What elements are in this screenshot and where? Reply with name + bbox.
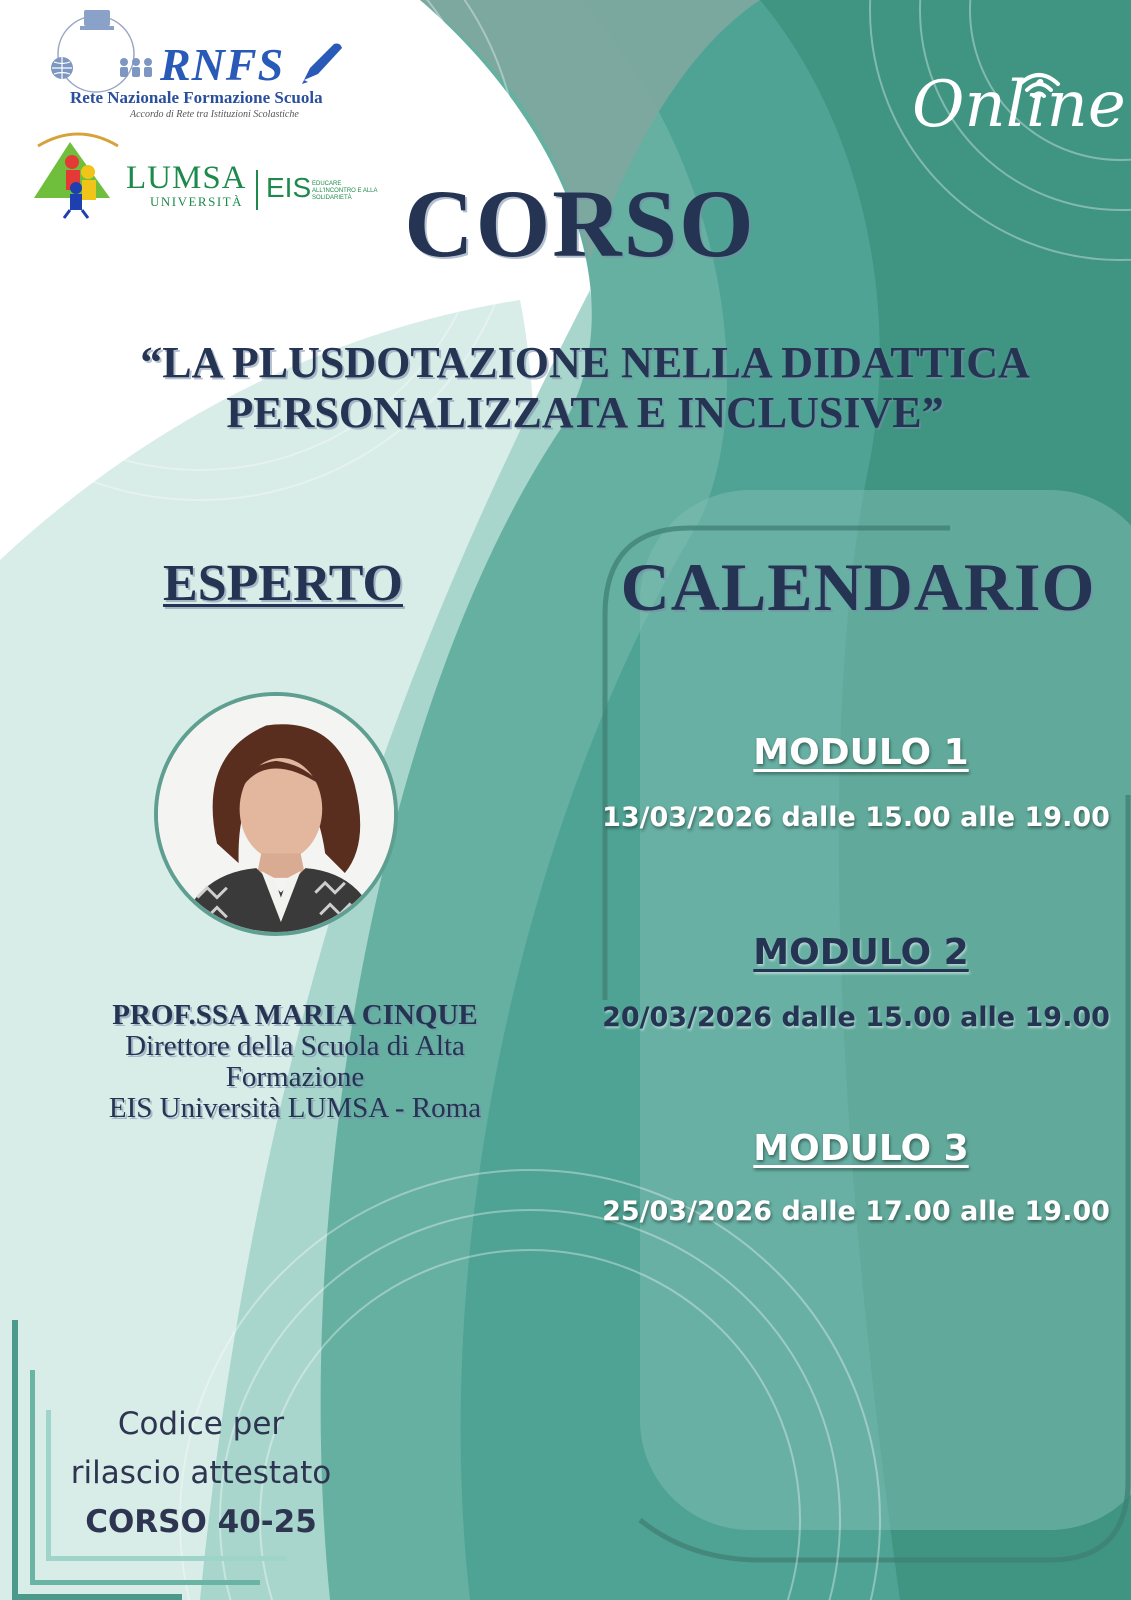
course-title: CORSO (404, 170, 756, 277)
lumsa-logo-university: UNIVERSITÀ (150, 194, 243, 209)
course-subtitle-line: “LA PLUSDOTAZIONE NELLA DIDATTICA (140, 338, 1030, 387)
expert-role-line: EIS Università LUMSA - Roma (108, 1092, 482, 1124)
globe-network-icon (48, 8, 158, 98)
certificate-label-line: rilascio attestato (70, 1455, 332, 1491)
certificate-label-line: Codice per (117, 1406, 285, 1442)
module-3-date: 25/03/2026 dalle 17.00 alle 19.00 (602, 1196, 1110, 1227)
expert-portrait-image (158, 696, 394, 932)
rnfs-logo-name: RNFS (160, 39, 285, 90)
module-3-title: MODULO 3 (753, 1128, 969, 1169)
calendar-heading: CALENDARIO (620, 549, 1096, 625)
online-label: Online (912, 68, 1126, 142)
expert-role-line: Formazione (225, 1061, 365, 1093)
certificate-code-block (46, 1400, 356, 1547)
module-2-date: 20/03/2026 dalle 15.00 alle 19.00 (602, 1002, 1110, 1033)
rnfs-logo-subtitle: Rete Nazionale Formazione Scuola (70, 88, 323, 107)
eis-logo-name: EIS (266, 172, 312, 203)
eis-logo-tagline: EDUCARE ALL'INCONTRO E ALLA SOLIDARIETÀ (312, 181, 378, 201)
wifi-icon (1014, 66, 1064, 102)
module-2-title: MODULO 2 (753, 932, 969, 973)
certificate-code: CORSO 40-25 (85, 1504, 317, 1540)
lumsa-logo-name: LUMSA (126, 160, 247, 196)
rnfs-logo (48, 8, 358, 126)
module-1-date: 13/03/2026 dalle 15.00 alle 19.00 (602, 802, 1110, 833)
expert-role-line: Direttore della Scuola di Alta (125, 1030, 465, 1062)
rnfs-logo-tagline: Accordo di Rete tra Istituzioni Scolastiche (130, 109, 299, 120)
module-1-title: MODULO 1 (753, 732, 969, 773)
expert-heading: ESPERTO (163, 555, 403, 612)
pen-icon (296, 38, 346, 88)
course-subtitle-line: PERSONALIZZATA E INCLUSIVE” (226, 388, 944, 437)
expert-photo (154, 692, 398, 936)
course-subtitle (40, 338, 1130, 438)
online-badge (912, 68, 1126, 158)
expert-info (60, 1000, 530, 1124)
expert-name: PROF.SSA MARIA CINQUE (112, 999, 478, 1031)
